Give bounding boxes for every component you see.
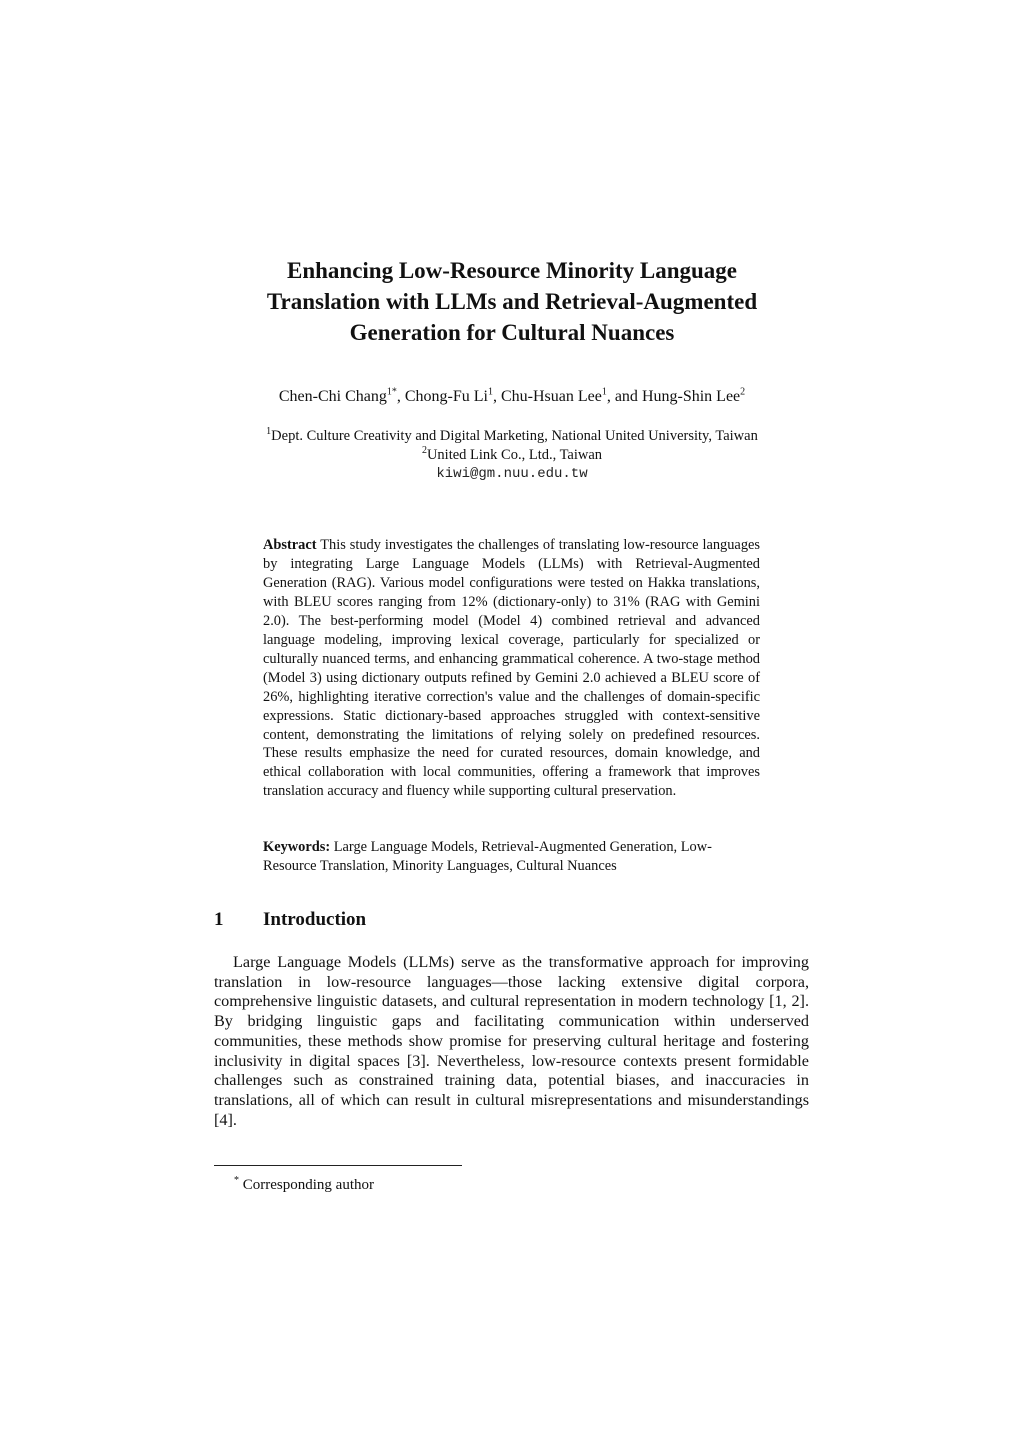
footnote (234, 1175, 374, 1195)
author-separator: , (396, 388, 405, 405)
footnote-text: Corresponding author (239, 1177, 374, 1193)
affiliation-text: United Link Co., Ltd., Taiwan (426, 447, 603, 463)
abstract (263, 536, 760, 801)
introduction-paragraph: Large Language Models (LLMs) serve as the transformative approach for improving translation in low-resource languages—those lacking extensive digital corpora, comprehensive linguistic datasets, and cultural representation in modern technology [1, 2]. By bridging linguistic gaps and facilitating communication within underserved communities, these methods show promise for preserving cultural heritage and fostering inclusivity in digital spaces [3]. Nevertheless, low-resource contexts present formidable challenges such as constrained training data, potential biases, and inaccuracies in translations, all of which can result in cultural misrepresentations and misunderstandings [4]. (214, 953, 809, 1129)
keywords-text: Large Language Models, Retrieval-Augmented Generation, Low-Resource Translation, Minority Languages, Cultural Nuances (263, 839, 712, 874)
affiliations (150, 427, 874, 484)
keywords (263, 838, 760, 876)
author-name: Chong-Fu Li (404, 388, 488, 405)
author-name: Hung-Shin Lee (641, 388, 741, 405)
author-affiliation-mark: 1 (601, 386, 607, 398)
author-affiliation-mark: 1* (386, 386, 397, 398)
affiliation-mark: 2 (421, 445, 427, 457)
abstract-text: This study investigates the challenges of translating low-resource languages by integrating Large Language Models (LLMs) with Retrieval-Augmented Generation (RAG). Various model configurations were tested on Hakka translations, with BLEU scores ranging from 12% (dictionary-only) to 31% (RAG with Gemini 2.0). The best-performing model (Model 4) combined retrieval and advanced language modeling, improving lexical coverage, particularly for specialized or culturally nuanced terms, and enhancing grammatical coherence. A two-stage method (Model 3) using dictionary outputs refined by Gemini 2.0 achieved a BLEU score of 26%, highlighting iterative correction's value and the challenges of domain-specific expressions. Static dictionary-based approaches struggled with context-sensitive content, demonstrating the limitations of relying solely on predefined resources. These results emphasize the need for curated resources, domain knowledge, and ethical collaboration with local communities, offering a framework that improves translation accuracy and fluency while supporting cultural preservation. (263, 537, 760, 800)
title-line: Enhancing Low-Resource Minority Language (286, 258, 738, 283)
paper-title (180, 255, 844, 348)
author-name: Chen-Chi Chang (278, 388, 387, 405)
contact-email: kiwi@gm.nuu.edu.tw (436, 466, 588, 482)
author-list (150, 386, 874, 408)
section-heading (214, 907, 366, 933)
keywords-label: Keywords: (263, 839, 331, 855)
affiliation-text: Dept. Culture Creativity and Digital Marketing, National United University, Taiwan (271, 428, 758, 444)
title-line: Translation with LLMs and Retrieval-Augmented (266, 289, 758, 314)
abstract-label: Abstract (263, 537, 317, 553)
footnote-mark: * (234, 1175, 239, 1186)
affiliation-mark: 1 (266, 426, 272, 438)
footnote-divider (214, 1165, 462, 1166)
section-number: 1 (214, 909, 224, 930)
author-separator: , and (606, 388, 642, 405)
affiliation-line (150, 446, 874, 465)
title-line: Generation for Cultural Nuances (349, 320, 675, 345)
affiliation-line (150, 427, 874, 446)
section-title: Introduction (263, 909, 367, 930)
author-affiliation-mark: 2 (740, 386, 746, 398)
author-separator: , (492, 388, 501, 405)
author-affiliation-mark: 1 (487, 386, 493, 398)
author-name: Chu-Hsuan Lee (500, 388, 602, 405)
